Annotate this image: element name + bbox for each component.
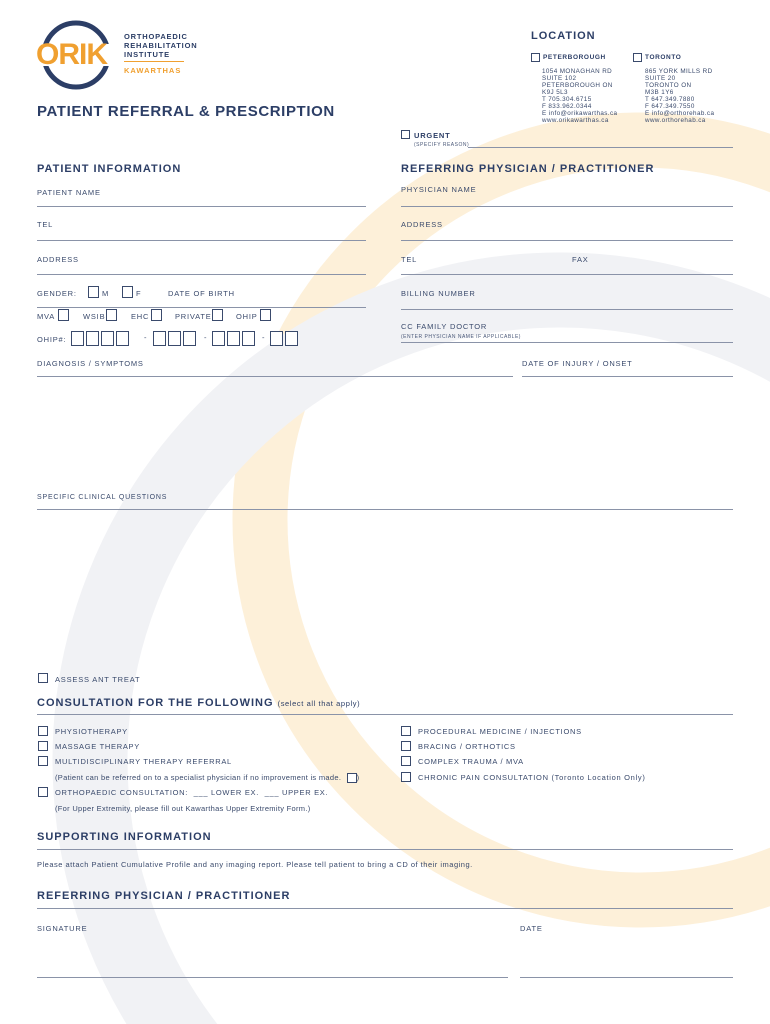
peterborough-web: www.orikawarthas.ca <box>542 117 609 124</box>
wsib-label: WSIB <box>83 312 106 321</box>
ohip-digit-box[interactable] <box>212 331 225 346</box>
dob-field[interactable] <box>37 307 366 308</box>
dob-label: DATE OF BIRTH <box>168 289 235 298</box>
multidisciplinary-label: MULTIDISCIPLINARY THERAPY REFERRAL <box>55 757 232 766</box>
procedural-medicine-checkbox[interactable] <box>401 726 411 736</box>
toronto-label: TORONTO <box>645 54 682 61</box>
gender-label: GENDER: <box>37 289 77 298</box>
ohip-digit-box[interactable] <box>71 331 84 346</box>
physician-heading: REFERRING PHYSICIAN / PRACTITIONER <box>401 163 655 175</box>
toronto-email: E info@orthorehab.ca <box>645 110 715 117</box>
specialist-note-text: (Patient can be referred on to a specialist physician if no improvement is made. <box>55 773 342 782</box>
bracing-orthotics-label: BRACING / ORTHOTICS <box>418 742 516 751</box>
consultation-hint: (select all that apply) <box>277 699 361 708</box>
toronto-checkbox[interactable] <box>633 53 642 62</box>
signoff-heading: REFERRING PHYSICIAN / PRACTITIONER <box>37 890 291 902</box>
ohip-label: OHIP <box>236 312 258 321</box>
orthopaedic-consultation-label: ORTHOPAEDIC CONSULTATION: ___ LOWER EX. ___ UPPER EX. <box>55 788 329 797</box>
gender-m-label: M <box>102 289 110 298</box>
logo-wordmark: ORIK <box>36 38 107 71</box>
ehc-label: EHC <box>131 312 150 321</box>
ohip-dash: - <box>262 333 266 342</box>
patient-heading: PATIENT INFORMATION <box>37 163 182 175</box>
ohip-digit-box[interactable] <box>242 331 255 346</box>
specialist-note-end: ) <box>356 773 360 782</box>
ohip-dash: - <box>144 333 148 342</box>
patient-name-label: PATIENT NAME <box>37 188 101 197</box>
cc-family-doctor-field[interactable] <box>401 342 733 343</box>
urgent-reason-line[interactable] <box>468 147 733 148</box>
gender-f-label: F <box>136 289 142 298</box>
patient-address-label: ADDRESS <box>37 255 79 264</box>
mva-checkbox[interactable] <box>58 309 69 321</box>
supporting-heading: SUPPORTING INFORMATION <box>37 831 212 843</box>
procedural-medicine-label: PROCEDURAL MEDICINE / INJECTIONS <box>418 727 582 736</box>
consultation-divider <box>37 714 733 715</box>
massage-therapy-label: MASSAGE THERAPY <box>55 742 140 751</box>
massage-therapy-checkbox[interactable] <box>38 741 48 751</box>
ehc-checkbox[interactable] <box>151 309 162 321</box>
date-field[interactable] <box>520 977 733 978</box>
chronic-pain-checkbox[interactable] <box>401 772 411 782</box>
ohip-digit-box[interactable] <box>101 331 114 346</box>
gender-f-checkbox[interactable] <box>122 286 133 298</box>
physician-tel-label: TEL <box>401 255 418 264</box>
ohip-number-label: OHIP#: <box>37 335 67 344</box>
consultation-heading <box>37 697 360 709</box>
form-title: PATIENT REFERRAL & PRESCRIPTION <box>37 103 335 120</box>
signature-field[interactable] <box>37 977 508 978</box>
orthopaedic-consultation-checkbox[interactable] <box>38 787 48 797</box>
urgent-checkbox[interactable] <box>401 130 410 139</box>
wsib-checkbox[interactable] <box>106 309 117 321</box>
ohip-digit-box[interactable] <box>116 331 129 346</box>
complex-trauma-checkbox[interactable] <box>401 756 411 766</box>
date-label: DATE <box>520 924 543 933</box>
chronic-pain-label: CHRONIC PAIN CONSULTATION (Toronto Location Only) <box>418 773 646 782</box>
physiotherapy-label: PHYSIOTHERAPY <box>55 727 128 736</box>
brand-line1: ORTHOPAEDIC <box>124 32 188 41</box>
peterborough-checkbox[interactable] <box>531 53 540 62</box>
specialist-note <box>55 773 359 783</box>
toronto-web: www.orthorehab.ca <box>645 117 706 124</box>
patient-name-field[interactable] <box>37 206 366 207</box>
location-heading: LOCATION <box>531 30 596 42</box>
brand-line2: REHABILITATION <box>124 41 198 50</box>
peterborough-address: 1054 MONAGHAN RD SUITE 102 PETERBOROUGH ON K9J 5L3 T 705.304.6715 F 833.962.0344 <box>542 68 613 110</box>
ohip-digit-box[interactable] <box>270 331 283 346</box>
injury-date-field[interactable] <box>522 376 733 377</box>
signature-label: SIGNATURE <box>37 924 88 933</box>
billing-field[interactable] <box>401 309 733 310</box>
physician-name-field[interactable] <box>401 206 733 207</box>
patient-tel-label: TEL <box>37 220 54 229</box>
ohip-digit-box[interactable] <box>285 331 298 346</box>
brand-line3: INSTITUTE <box>124 50 170 59</box>
private-checkbox[interactable] <box>212 309 223 321</box>
patient-tel-field[interactable] <box>37 240 366 241</box>
ohip-checkbox[interactable] <box>260 309 271 321</box>
gender-m-checkbox[interactable] <box>88 286 99 298</box>
urgent-label: URGENT <box>414 131 451 140</box>
brand-sub: KAWARTHAS <box>124 66 182 75</box>
billing-label: BILLING NUMBER <box>401 289 476 298</box>
physician-fax-label: FAX <box>572 255 589 264</box>
cc-family-doctor-label: CC FAMILY DOCTOR <box>401 322 488 331</box>
logo <box>36 18 116 93</box>
supporting-divider <box>37 849 733 850</box>
urgent-hint: (SPECIFY REASON) <box>414 142 470 148</box>
clinical-questions-label: SPECIFIC CLINICAL QUESTIONS <box>37 494 168 501</box>
signoff-divider <box>37 908 733 909</box>
physiotherapy-checkbox[interactable] <box>38 726 48 736</box>
consultation-heading-text: CONSULTATION FOR THE FOLLOWING <box>37 697 274 709</box>
toronto-address: 865 YORK MILLS RD SUITE 20 TORONTO ON M3B 1Y6 T 647.349.7880 F 647.349.7550 <box>645 68 713 110</box>
clinical-questions-field[interactable] <box>37 509 733 510</box>
ohip-digit-box[interactable] <box>227 331 240 346</box>
bracing-orthotics-checkbox[interactable] <box>401 741 411 751</box>
physician-name-label: PHYSICIAN NAME <box>401 185 477 194</box>
ohip-digit-box[interactable] <box>86 331 99 346</box>
ohip-digit-box[interactable] <box>183 331 196 346</box>
patient-address-field[interactable] <box>37 274 366 275</box>
ohip-digit-box[interactable] <box>153 331 166 346</box>
assess-treat-checkbox[interactable] <box>38 673 48 683</box>
physician-tel-fax-field[interactable] <box>401 274 733 275</box>
peterborough-label: PETERBOROUGH <box>543 54 606 61</box>
diagnosis-label: DIAGNOSIS / SYMPTOMS <box>37 359 144 368</box>
ohip-dash: - <box>204 333 208 342</box>
peterborough-email: E info@orikawarthas.ca <box>542 110 618 117</box>
specialist-referral-checkbox[interactable] <box>347 773 357 783</box>
upper-extremity-note: (For Upper Extremity, please fill out Kawarthas Upper Extremity Form.) <box>55 804 311 813</box>
physician-address-label: ADDRESS <box>401 220 443 229</box>
complex-trauma-label: COMPLEX TRAUMA / MVA <box>418 757 524 766</box>
injury-date-label: DATE OF INJURY / ONSET <box>522 359 633 368</box>
diagnosis-field[interactable] <box>37 376 513 377</box>
physician-address-field[interactable] <box>401 240 733 241</box>
assess-treat-label: ASSESS ANT TREAT <box>55 675 141 684</box>
multidisciplinary-checkbox[interactable] <box>38 756 48 766</box>
ohip-digit-box[interactable] <box>168 331 181 346</box>
mva-label: MVA <box>37 312 56 321</box>
cc-family-doctor-hint: (ENTER PHYSICIAN NAME IF APPLICABLE) <box>401 334 521 340</box>
supporting-text: Please attach Patient Cumulative Profile and any imaging report. Please tell patient to bring a CD of their imaging. <box>37 860 473 869</box>
brand-divider <box>124 61 184 62</box>
private-label: PRIVATE <box>175 312 212 321</box>
